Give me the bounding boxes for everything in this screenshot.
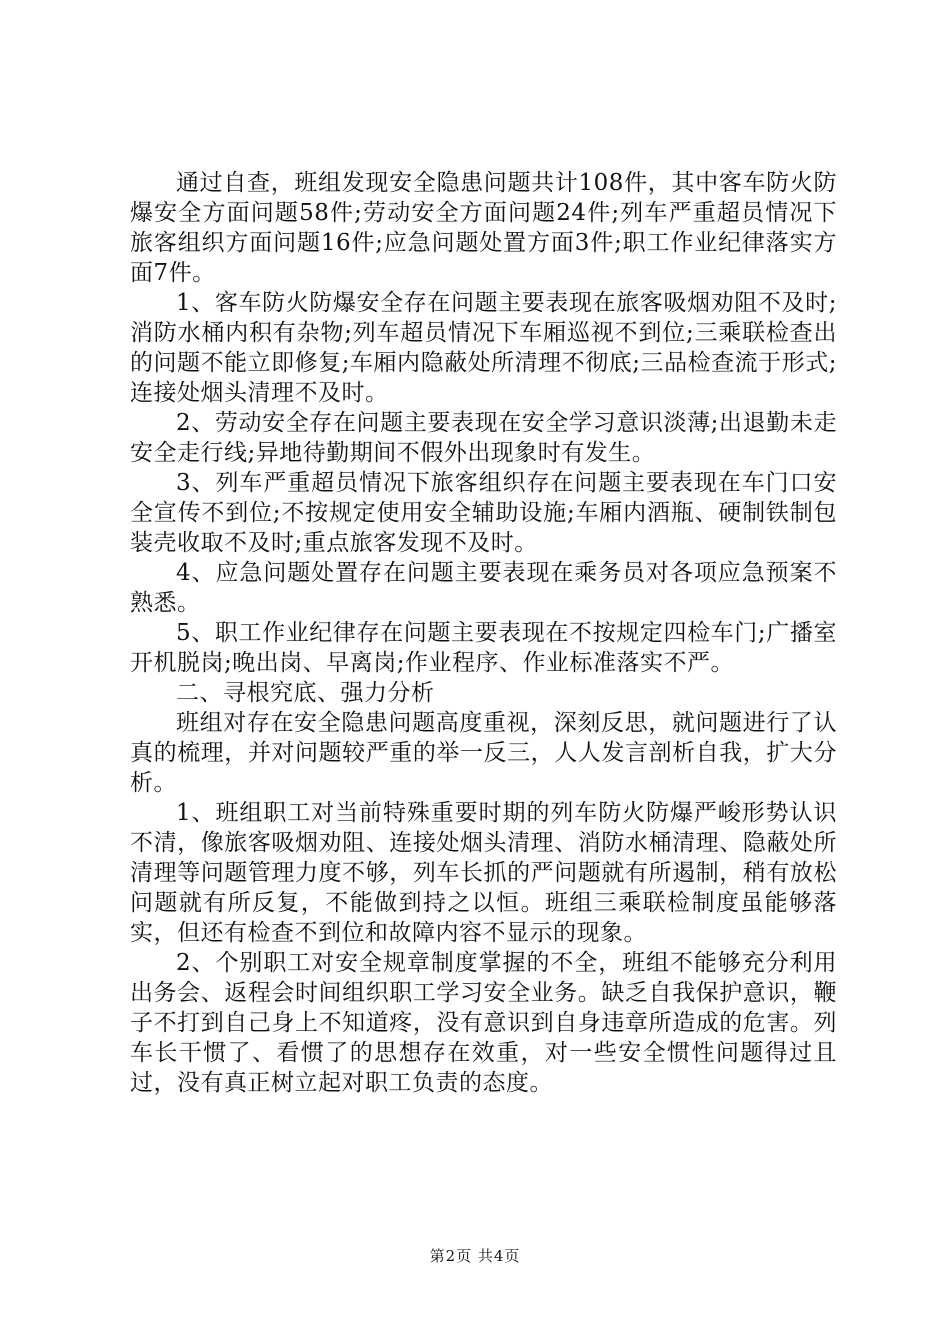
paragraph-item-2: 2、劳动安全存在问题主要表现在安全学习意识淡薄;出退勤未走安全走行线;异地待勤期间不假外出现象时有发生。 <box>130 410 837 466</box>
paragraph-item-1: 1、客车防火防爆安全存在问题主要表现在旅客吸烟劝阻不及时;消防水桶内积有杂物;列车超员情况下车厢巡视不到位;三乘联检查出的问题不能立即修复;车厢内隐蔽处所清理不彻底;三品检查流于形式;连接处烟头清理不及时。 <box>130 290 837 406</box>
paragraph-item-5: 5、职工作业纪律存在问题主要表现在不按规定四检车门;广播室开机脱岗;晚出岗、早离岗;作业程序、作业标准落实不严。 <box>130 620 837 676</box>
paragraph-summary: 通过自查，班组发现安全隐患问题共计108件，其中客车防火防爆安全方面问题58件;劳动安全方面问题24件;列车严重超员情况下旅客组织方面问题16件;应急问题处置方面3件;职工作业纪律落实方面7件。 <box>130 170 837 286</box>
paragraph-analysis-1: 1、班组职工对当前特殊重要时期的列车防火防爆严峻形势认识不清，像旅客吸烟劝阻、连接处烟头清理、消防水桶清理、隐蔽处所清理等问题管理力度不够，列车长抓的严问题就有所遏制，稍有放松问题就有所反复，不能做到持之以恒。班组三乘联检制度虽能够落实，但还有检查不到位和故障内容不显示的现象。 <box>130 800 837 946</box>
section-heading: 二、寻根究底、强力分析 <box>176 680 435 706</box>
paragraph-analysis-2: 2、个别职工对安全规章制度掌握的不全，班组不能够充分利用出务会、返程会时间组织职工学习安全业务。缺乏自我保护意识，鞭子不打到自己身上不知道疼，没有意识到自身违章所造成的危害。列车长干惯了、看惯了的思想存在效重，对一些安全惯性问题得过且过，没有真正树立起对职工负责的态度。 <box>130 950 837 1096</box>
paragraph-item-3: 3、列车严重超员情况下旅客组织存在问题主要表现在车门口安全宣传不到位;不按规定使用安全辅助设施;车厢内酒瓶、硬制铁制包装壳收取不及时;重点旅客发现不及时。 <box>130 470 837 556</box>
page-footer: 第2页 共4页 <box>429 1247 521 1265</box>
paragraph-item-4: 4、应急问题处置存在问题主要表现在乘务员对各项应急预案不熟悉。 <box>130 560 837 616</box>
document-body <box>130 168 837 1098</box>
paragraph-analysis-intro: 班组对存在安全隐患问题高度重视，深刻反思，就问题进行了认真的梳理，并对问题较严重的举一反三，人人发言剖析自我，扩大分析。 <box>130 710 837 796</box>
